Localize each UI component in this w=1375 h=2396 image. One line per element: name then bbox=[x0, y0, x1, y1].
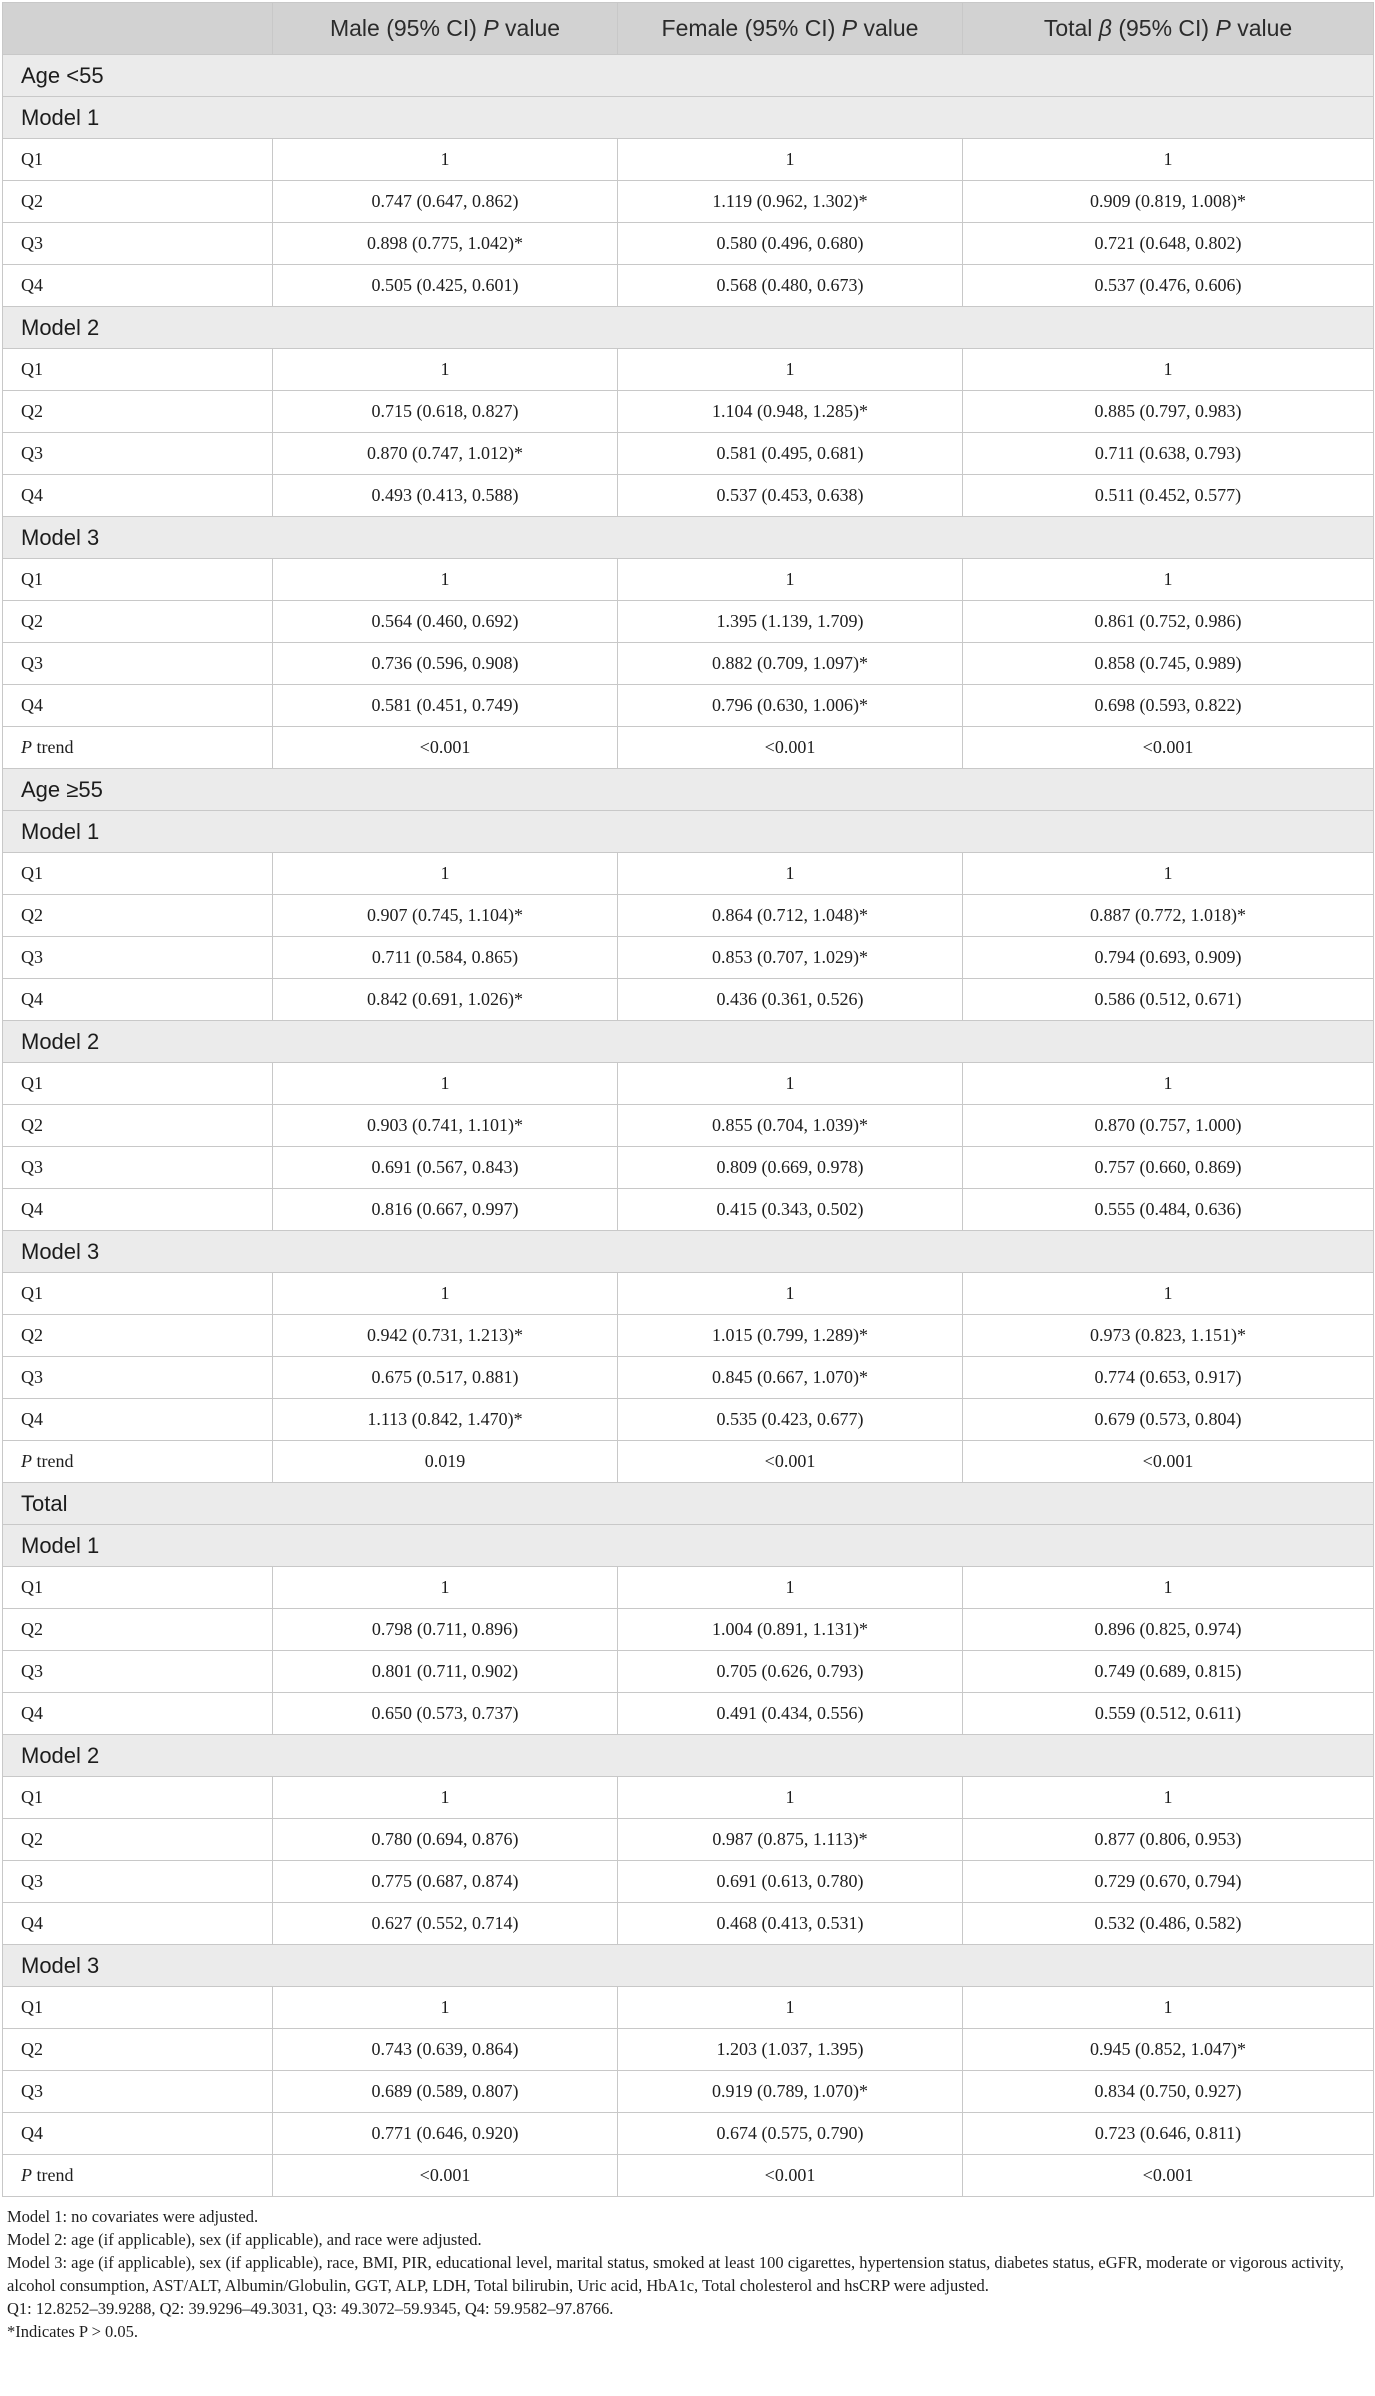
total-cell: 0.729 (0.670, 0.794) bbox=[963, 1861, 1374, 1903]
p-trend-row bbox=[3, 2155, 1374, 2197]
male-cell: 1 bbox=[273, 349, 618, 391]
model-row bbox=[3, 1945, 1374, 1987]
quartile-label: Q2 bbox=[3, 1105, 273, 1147]
total-cell: 0.945 (0.852, 1.047)* bbox=[963, 2029, 1374, 2071]
footnote: Q1: 12.8252–39.9288, Q2: 39.9296–49.3031, Q3: 49.3072–59.9345, Q4: 59.9582–97.8766. bbox=[7, 2299, 614, 2318]
male-cell: 0.691 (0.567, 0.843) bbox=[273, 1147, 618, 1189]
male-cell: 1 bbox=[273, 1273, 618, 1315]
header-male bbox=[273, 3, 618, 55]
quartile-label: Q2 bbox=[3, 895, 273, 937]
table-row bbox=[3, 1609, 1374, 1651]
male-cell: 0.842 (0.691, 1.026)* bbox=[273, 979, 618, 1021]
female-cell: 0.535 (0.423, 0.677) bbox=[618, 1399, 963, 1441]
female-cell: 0.491 (0.434, 0.556) bbox=[618, 1693, 963, 1735]
table-row bbox=[3, 2029, 1374, 2071]
table-row bbox=[3, 979, 1374, 1021]
table-row bbox=[3, 1273, 1374, 1315]
p-trend-p: P bbox=[21, 737, 32, 757]
quartile-label: Q3 bbox=[3, 1651, 273, 1693]
male-cell: 0.898 (0.775, 1.042)* bbox=[273, 223, 618, 265]
total-cell: <0.001 bbox=[963, 2155, 1374, 2197]
model-row bbox=[3, 1525, 1374, 1567]
female-cell: 1.119 (0.962, 1.302)* bbox=[618, 181, 963, 223]
male-cell: 0.564 (0.460, 0.692) bbox=[273, 601, 618, 643]
section-label: Age <55 bbox=[3, 55, 1374, 97]
section-label: Age ≥55 bbox=[3, 769, 1374, 811]
quartile-label: Q2 bbox=[3, 391, 273, 433]
table-body bbox=[3, 55, 1374, 2197]
section-row bbox=[3, 1483, 1374, 1525]
model-row bbox=[3, 97, 1374, 139]
header-female-value: value bbox=[857, 15, 919, 41]
male-cell: 1 bbox=[273, 139, 618, 181]
total-cell: 0.537 (0.476, 0.606) bbox=[963, 265, 1374, 307]
table-row bbox=[3, 1063, 1374, 1105]
table-row bbox=[3, 1693, 1374, 1735]
total-cell: 0.555 (0.484, 0.636) bbox=[963, 1189, 1374, 1231]
male-cell: 0.747 (0.647, 0.862) bbox=[273, 181, 618, 223]
footnotes bbox=[7, 2205, 1369, 2343]
table-row bbox=[3, 2071, 1374, 2113]
total-cell: <0.001 bbox=[963, 727, 1374, 769]
quartile-label: Q4 bbox=[3, 685, 273, 727]
female-cell: 0.581 (0.495, 0.681) bbox=[618, 433, 963, 475]
quartile-label: Q4 bbox=[3, 2113, 273, 2155]
model-label: Model 3 bbox=[3, 1231, 1374, 1273]
table-row bbox=[3, 1777, 1374, 1819]
footnote: Model 3: age (if applicable), sex (if applicable), race, BMI, PIR, educational level, marital status, smoked at least 100 cigarettes, hypertension status, diabetes status, eGFR, moderate or vigorous activity, alcohol consumption, AST/ALT, Albumin/Globulin, GGT, ALP, LDH, Total bilirubin, Uric acid, HbA1c, Total cholesterol and hsCRP were adjusted. bbox=[7, 2253, 1344, 2295]
table-row bbox=[3, 1399, 1374, 1441]
quartile-label: Q2 bbox=[3, 601, 273, 643]
quartile-label: Q4 bbox=[3, 1399, 273, 1441]
female-cell: 1.004 (0.891, 1.131)* bbox=[618, 1609, 963, 1651]
total-cell: 0.794 (0.693, 0.909) bbox=[963, 937, 1374, 979]
table-row bbox=[3, 643, 1374, 685]
total-cell: 1 bbox=[963, 1567, 1374, 1609]
quartile-label: Q3 bbox=[3, 433, 273, 475]
model-label: Model 2 bbox=[3, 1021, 1374, 1063]
total-cell: 1 bbox=[963, 1987, 1374, 2029]
table-row bbox=[3, 1819, 1374, 1861]
p-trend-label bbox=[3, 727, 273, 769]
quartile-label: Q1 bbox=[3, 349, 273, 391]
female-cell: 1 bbox=[618, 349, 963, 391]
model-label: Model 3 bbox=[3, 517, 1374, 559]
male-cell: 1 bbox=[273, 1777, 618, 1819]
female-cell: 0.796 (0.630, 1.006)* bbox=[618, 685, 963, 727]
quartile-label: Q2 bbox=[3, 1819, 273, 1861]
model-label: Model 3 bbox=[3, 1945, 1374, 1987]
total-cell: 1 bbox=[963, 349, 1374, 391]
section-row bbox=[3, 769, 1374, 811]
header-male-label: Male (95% CI) bbox=[329, 15, 484, 41]
quartile-label: Q3 bbox=[3, 2071, 273, 2113]
table-row bbox=[3, 1357, 1374, 1399]
table-row bbox=[3, 937, 1374, 979]
male-cell: 0.942 (0.731, 1.213)* bbox=[273, 1315, 618, 1357]
header-total-value: value bbox=[1230, 15, 1293, 41]
total-cell: 0.586 (0.512, 0.671) bbox=[963, 979, 1374, 1021]
quartile-label: Q2 bbox=[3, 181, 273, 223]
female-cell: 1 bbox=[618, 1987, 963, 2029]
model-label: Model 2 bbox=[3, 307, 1374, 349]
male-cell: 0.689 (0.589, 0.807) bbox=[273, 2071, 618, 2113]
quartile-label: Q4 bbox=[3, 1903, 273, 1945]
header-total-ci: (95% CI) bbox=[1111, 15, 1216, 41]
quartile-label: Q3 bbox=[3, 1147, 273, 1189]
quartile-label: Q3 bbox=[3, 1357, 273, 1399]
male-cell: 1 bbox=[273, 853, 618, 895]
table-row bbox=[3, 1987, 1374, 2029]
table-header bbox=[3, 3, 1374, 55]
model-row bbox=[3, 811, 1374, 853]
total-cell: 0.511 (0.452, 0.577) bbox=[963, 475, 1374, 517]
quartile-label: Q2 bbox=[3, 1315, 273, 1357]
male-cell: 1 bbox=[273, 1063, 618, 1105]
female-cell: <0.001 bbox=[618, 727, 963, 769]
female-cell: 1.203 (1.037, 1.395) bbox=[618, 2029, 963, 2071]
table-row bbox=[3, 601, 1374, 643]
total-cell: 0.723 (0.646, 0.811) bbox=[963, 2113, 1374, 2155]
female-cell: 1 bbox=[618, 1063, 963, 1105]
model-row bbox=[3, 1735, 1374, 1777]
total-cell: 0.698 (0.593, 0.822) bbox=[963, 685, 1374, 727]
total-cell: 0.870 (0.757, 1.000) bbox=[963, 1105, 1374, 1147]
header-total-label: Total bbox=[1043, 15, 1099, 41]
quartile-label: Q4 bbox=[3, 1189, 273, 1231]
header-male-value: value bbox=[498, 15, 561, 41]
male-cell: 0.780 (0.694, 0.876) bbox=[273, 1819, 618, 1861]
total-cell: 0.834 (0.750, 0.927) bbox=[963, 2071, 1374, 2113]
total-cell: 0.896 (0.825, 0.974) bbox=[963, 1609, 1374, 1651]
table-row bbox=[3, 1147, 1374, 1189]
female-cell: 0.845 (0.667, 1.070)* bbox=[618, 1357, 963, 1399]
quartile-label: Q1 bbox=[3, 853, 273, 895]
p-trend-label bbox=[3, 1441, 273, 1483]
male-cell: 0.493 (0.413, 0.588) bbox=[273, 475, 618, 517]
footnote: Model 2: age (if applicable), sex (if applicable), and race were adjusted. bbox=[7, 2230, 482, 2249]
table-row bbox=[3, 685, 1374, 727]
footnote: Model 1: no covariates were adjusted. bbox=[7, 2207, 259, 2226]
section-label: Total bbox=[3, 1483, 1374, 1525]
total-cell: 0.885 (0.797, 0.983) bbox=[963, 391, 1374, 433]
total-cell: 0.749 (0.689, 0.815) bbox=[963, 1651, 1374, 1693]
female-cell: 1 bbox=[618, 139, 963, 181]
female-cell: 0.436 (0.361, 0.526) bbox=[618, 979, 963, 1021]
table-row bbox=[3, 1903, 1374, 1945]
female-cell: 0.674 (0.575, 0.790) bbox=[618, 2113, 963, 2155]
female-cell: 1 bbox=[618, 559, 963, 601]
total-cell: 0.973 (0.823, 1.151)* bbox=[963, 1315, 1374, 1357]
table-row bbox=[3, 1567, 1374, 1609]
quartile-label: Q3 bbox=[3, 1861, 273, 1903]
female-cell: 0.415 (0.343, 0.502) bbox=[618, 1189, 963, 1231]
male-cell: 0.798 (0.711, 0.896) bbox=[273, 1609, 618, 1651]
total-cell: 0.861 (0.752, 0.986) bbox=[963, 601, 1374, 643]
male-cell: 1 bbox=[273, 559, 618, 601]
p-trend-p: P bbox=[21, 1451, 32, 1471]
total-cell: 1 bbox=[963, 1777, 1374, 1819]
male-cell: 0.903 (0.741, 1.101)* bbox=[273, 1105, 618, 1147]
quartile-label: Q1 bbox=[3, 559, 273, 601]
female-cell: 1 bbox=[618, 1567, 963, 1609]
table-row bbox=[3, 391, 1374, 433]
total-cell: 0.559 (0.512, 0.611) bbox=[963, 1693, 1374, 1735]
male-cell: 0.019 bbox=[273, 1441, 618, 1483]
total-cell: 1 bbox=[963, 1273, 1374, 1315]
p-trend-row bbox=[3, 727, 1374, 769]
male-cell: 1.113 (0.842, 1.470)* bbox=[273, 1399, 618, 1441]
total-cell: 0.679 (0.573, 0.804) bbox=[963, 1399, 1374, 1441]
male-cell: 0.650 (0.573, 0.737) bbox=[273, 1693, 618, 1735]
female-cell: 0.580 (0.496, 0.680) bbox=[618, 223, 963, 265]
total-cell: 0.858 (0.745, 0.989) bbox=[963, 643, 1374, 685]
female-cell: 0.705 (0.626, 0.793) bbox=[618, 1651, 963, 1693]
table-row bbox=[3, 349, 1374, 391]
results-table bbox=[2, 2, 1374, 2197]
quartile-label: Q1 bbox=[3, 1567, 273, 1609]
model-label: Model 1 bbox=[3, 1525, 1374, 1567]
male-cell: 0.775 (0.687, 0.874) bbox=[273, 1861, 618, 1903]
male-cell: <0.001 bbox=[273, 2155, 618, 2197]
quartile-label: Q1 bbox=[3, 1987, 273, 2029]
male-cell: 0.801 (0.711, 0.902) bbox=[273, 1651, 618, 1693]
header-total-beta: β bbox=[1098, 15, 1112, 41]
model-row bbox=[3, 1021, 1374, 1063]
p-trend-row bbox=[3, 1441, 1374, 1483]
total-cell: <0.001 bbox=[963, 1441, 1374, 1483]
table-row bbox=[3, 265, 1374, 307]
p-trend-word: trend bbox=[32, 1451, 74, 1471]
male-cell: 0.715 (0.618, 0.827) bbox=[273, 391, 618, 433]
header-female bbox=[618, 3, 963, 55]
female-cell: 0.987 (0.875, 1.113)* bbox=[618, 1819, 963, 1861]
male-cell: 0.870 (0.747, 1.012)* bbox=[273, 433, 618, 475]
section-row bbox=[3, 55, 1374, 97]
female-cell: 0.919 (0.789, 1.070)* bbox=[618, 2071, 963, 2113]
table-row bbox=[3, 895, 1374, 937]
table-row bbox=[3, 433, 1374, 475]
quartile-label: Q4 bbox=[3, 1693, 273, 1735]
quartile-label: Q1 bbox=[3, 1777, 273, 1819]
male-cell: 1 bbox=[273, 1987, 618, 2029]
male-cell: 0.816 (0.667, 0.997) bbox=[273, 1189, 618, 1231]
female-cell: 1 bbox=[618, 1777, 963, 1819]
male-cell: 0.581 (0.451, 0.749) bbox=[273, 685, 618, 727]
total-cell: 0.887 (0.772, 1.018)* bbox=[963, 895, 1374, 937]
header-female-label: Female (95% CI) bbox=[661, 15, 842, 41]
table-row bbox=[3, 139, 1374, 181]
female-cell: 1.104 (0.948, 1.285)* bbox=[618, 391, 963, 433]
total-cell: 1 bbox=[963, 559, 1374, 601]
total-cell: 1 bbox=[963, 139, 1374, 181]
quartile-label: Q4 bbox=[3, 475, 273, 517]
total-cell: 0.532 (0.486, 0.582) bbox=[963, 1903, 1374, 1945]
footnote: *Indicates P > 0.05. bbox=[7, 2322, 139, 2341]
total-cell: 0.757 (0.660, 0.869) bbox=[963, 1147, 1374, 1189]
female-cell: 1 bbox=[618, 1273, 963, 1315]
female-cell: 0.864 (0.712, 1.048)* bbox=[618, 895, 963, 937]
female-cell: <0.001 bbox=[618, 2155, 963, 2197]
header-blank bbox=[3, 3, 273, 55]
female-cell: 0.855 (0.704, 1.039)* bbox=[618, 1105, 963, 1147]
female-cell: 1.395 (1.139, 1.709) bbox=[618, 601, 963, 643]
total-cell: 0.909 (0.819, 1.008)* bbox=[963, 181, 1374, 223]
header-total-p: P bbox=[1215, 15, 1231, 41]
total-cell: 0.721 (0.648, 0.802) bbox=[963, 223, 1374, 265]
quartile-label: Q3 bbox=[3, 223, 273, 265]
quartile-label: Q3 bbox=[3, 643, 273, 685]
model-row bbox=[3, 307, 1374, 349]
female-cell: <0.001 bbox=[618, 1441, 963, 1483]
total-cell: 1 bbox=[963, 853, 1374, 895]
model-label: Model 1 bbox=[3, 811, 1374, 853]
male-cell: 0.736 (0.596, 0.908) bbox=[273, 643, 618, 685]
p-trend-word: trend bbox=[32, 737, 74, 757]
male-cell: 1 bbox=[273, 1567, 618, 1609]
male-cell: 0.907 (0.745, 1.104)* bbox=[273, 895, 618, 937]
header-female-p: P bbox=[841, 15, 858, 41]
female-cell: 0.809 (0.669, 0.978) bbox=[618, 1147, 963, 1189]
table-row bbox=[3, 1315, 1374, 1357]
table-row bbox=[3, 475, 1374, 517]
quartile-label: Q2 bbox=[3, 1609, 273, 1651]
table-row bbox=[3, 1651, 1374, 1693]
male-cell: 0.627 (0.552, 0.714) bbox=[273, 1903, 618, 1945]
male-cell: 0.743 (0.639, 0.864) bbox=[273, 2029, 618, 2071]
p-trend-p: P bbox=[21, 2165, 32, 2185]
table-row bbox=[3, 223, 1374, 265]
header-row bbox=[3, 3, 1374, 55]
total-cell: 0.774 (0.653, 0.917) bbox=[963, 1357, 1374, 1399]
table-row bbox=[3, 1861, 1374, 1903]
header-total bbox=[963, 3, 1374, 55]
female-cell: 1.015 (0.799, 1.289)* bbox=[618, 1315, 963, 1357]
table-row bbox=[3, 853, 1374, 895]
total-cell: 0.877 (0.806, 0.953) bbox=[963, 1819, 1374, 1861]
model-row bbox=[3, 1231, 1374, 1273]
table-row bbox=[3, 1105, 1374, 1147]
male-cell: 0.771 (0.646, 0.920) bbox=[273, 2113, 618, 2155]
quartile-label: Q4 bbox=[3, 979, 273, 1021]
table-row bbox=[3, 559, 1374, 601]
female-cell: 0.882 (0.709, 1.097)* bbox=[618, 643, 963, 685]
total-cell: 0.711 (0.638, 0.793) bbox=[963, 433, 1374, 475]
table-row bbox=[3, 1189, 1374, 1231]
male-cell: 0.711 (0.584, 0.865) bbox=[273, 937, 618, 979]
table-row bbox=[3, 2113, 1374, 2155]
quartile-label: Q2 bbox=[3, 2029, 273, 2071]
header-male-p: P bbox=[483, 15, 499, 41]
male-cell: <0.001 bbox=[273, 727, 618, 769]
p-trend-word: trend bbox=[32, 2165, 74, 2185]
male-cell: 0.505 (0.425, 0.601) bbox=[273, 265, 618, 307]
female-cell: 0.853 (0.707, 1.029)* bbox=[618, 937, 963, 979]
female-cell: 0.468 (0.413, 0.531) bbox=[618, 1903, 963, 1945]
quartile-label: Q1 bbox=[3, 1273, 273, 1315]
quartile-label: Q1 bbox=[3, 1063, 273, 1105]
p-trend-label bbox=[3, 2155, 273, 2197]
quartile-label: Q4 bbox=[3, 265, 273, 307]
female-cell: 0.691 (0.613, 0.780) bbox=[618, 1861, 963, 1903]
quartile-label: Q3 bbox=[3, 937, 273, 979]
quartile-label: Q1 bbox=[3, 139, 273, 181]
total-cell: 1 bbox=[963, 1063, 1374, 1105]
male-cell: 0.675 (0.517, 0.881) bbox=[273, 1357, 618, 1399]
model-label: Model 1 bbox=[3, 97, 1374, 139]
table-row bbox=[3, 181, 1374, 223]
model-row bbox=[3, 517, 1374, 559]
female-cell: 0.568 (0.480, 0.673) bbox=[618, 265, 963, 307]
model-label: Model 2 bbox=[3, 1735, 1374, 1777]
female-cell: 1 bbox=[618, 853, 963, 895]
female-cell: 0.537 (0.453, 0.638) bbox=[618, 475, 963, 517]
